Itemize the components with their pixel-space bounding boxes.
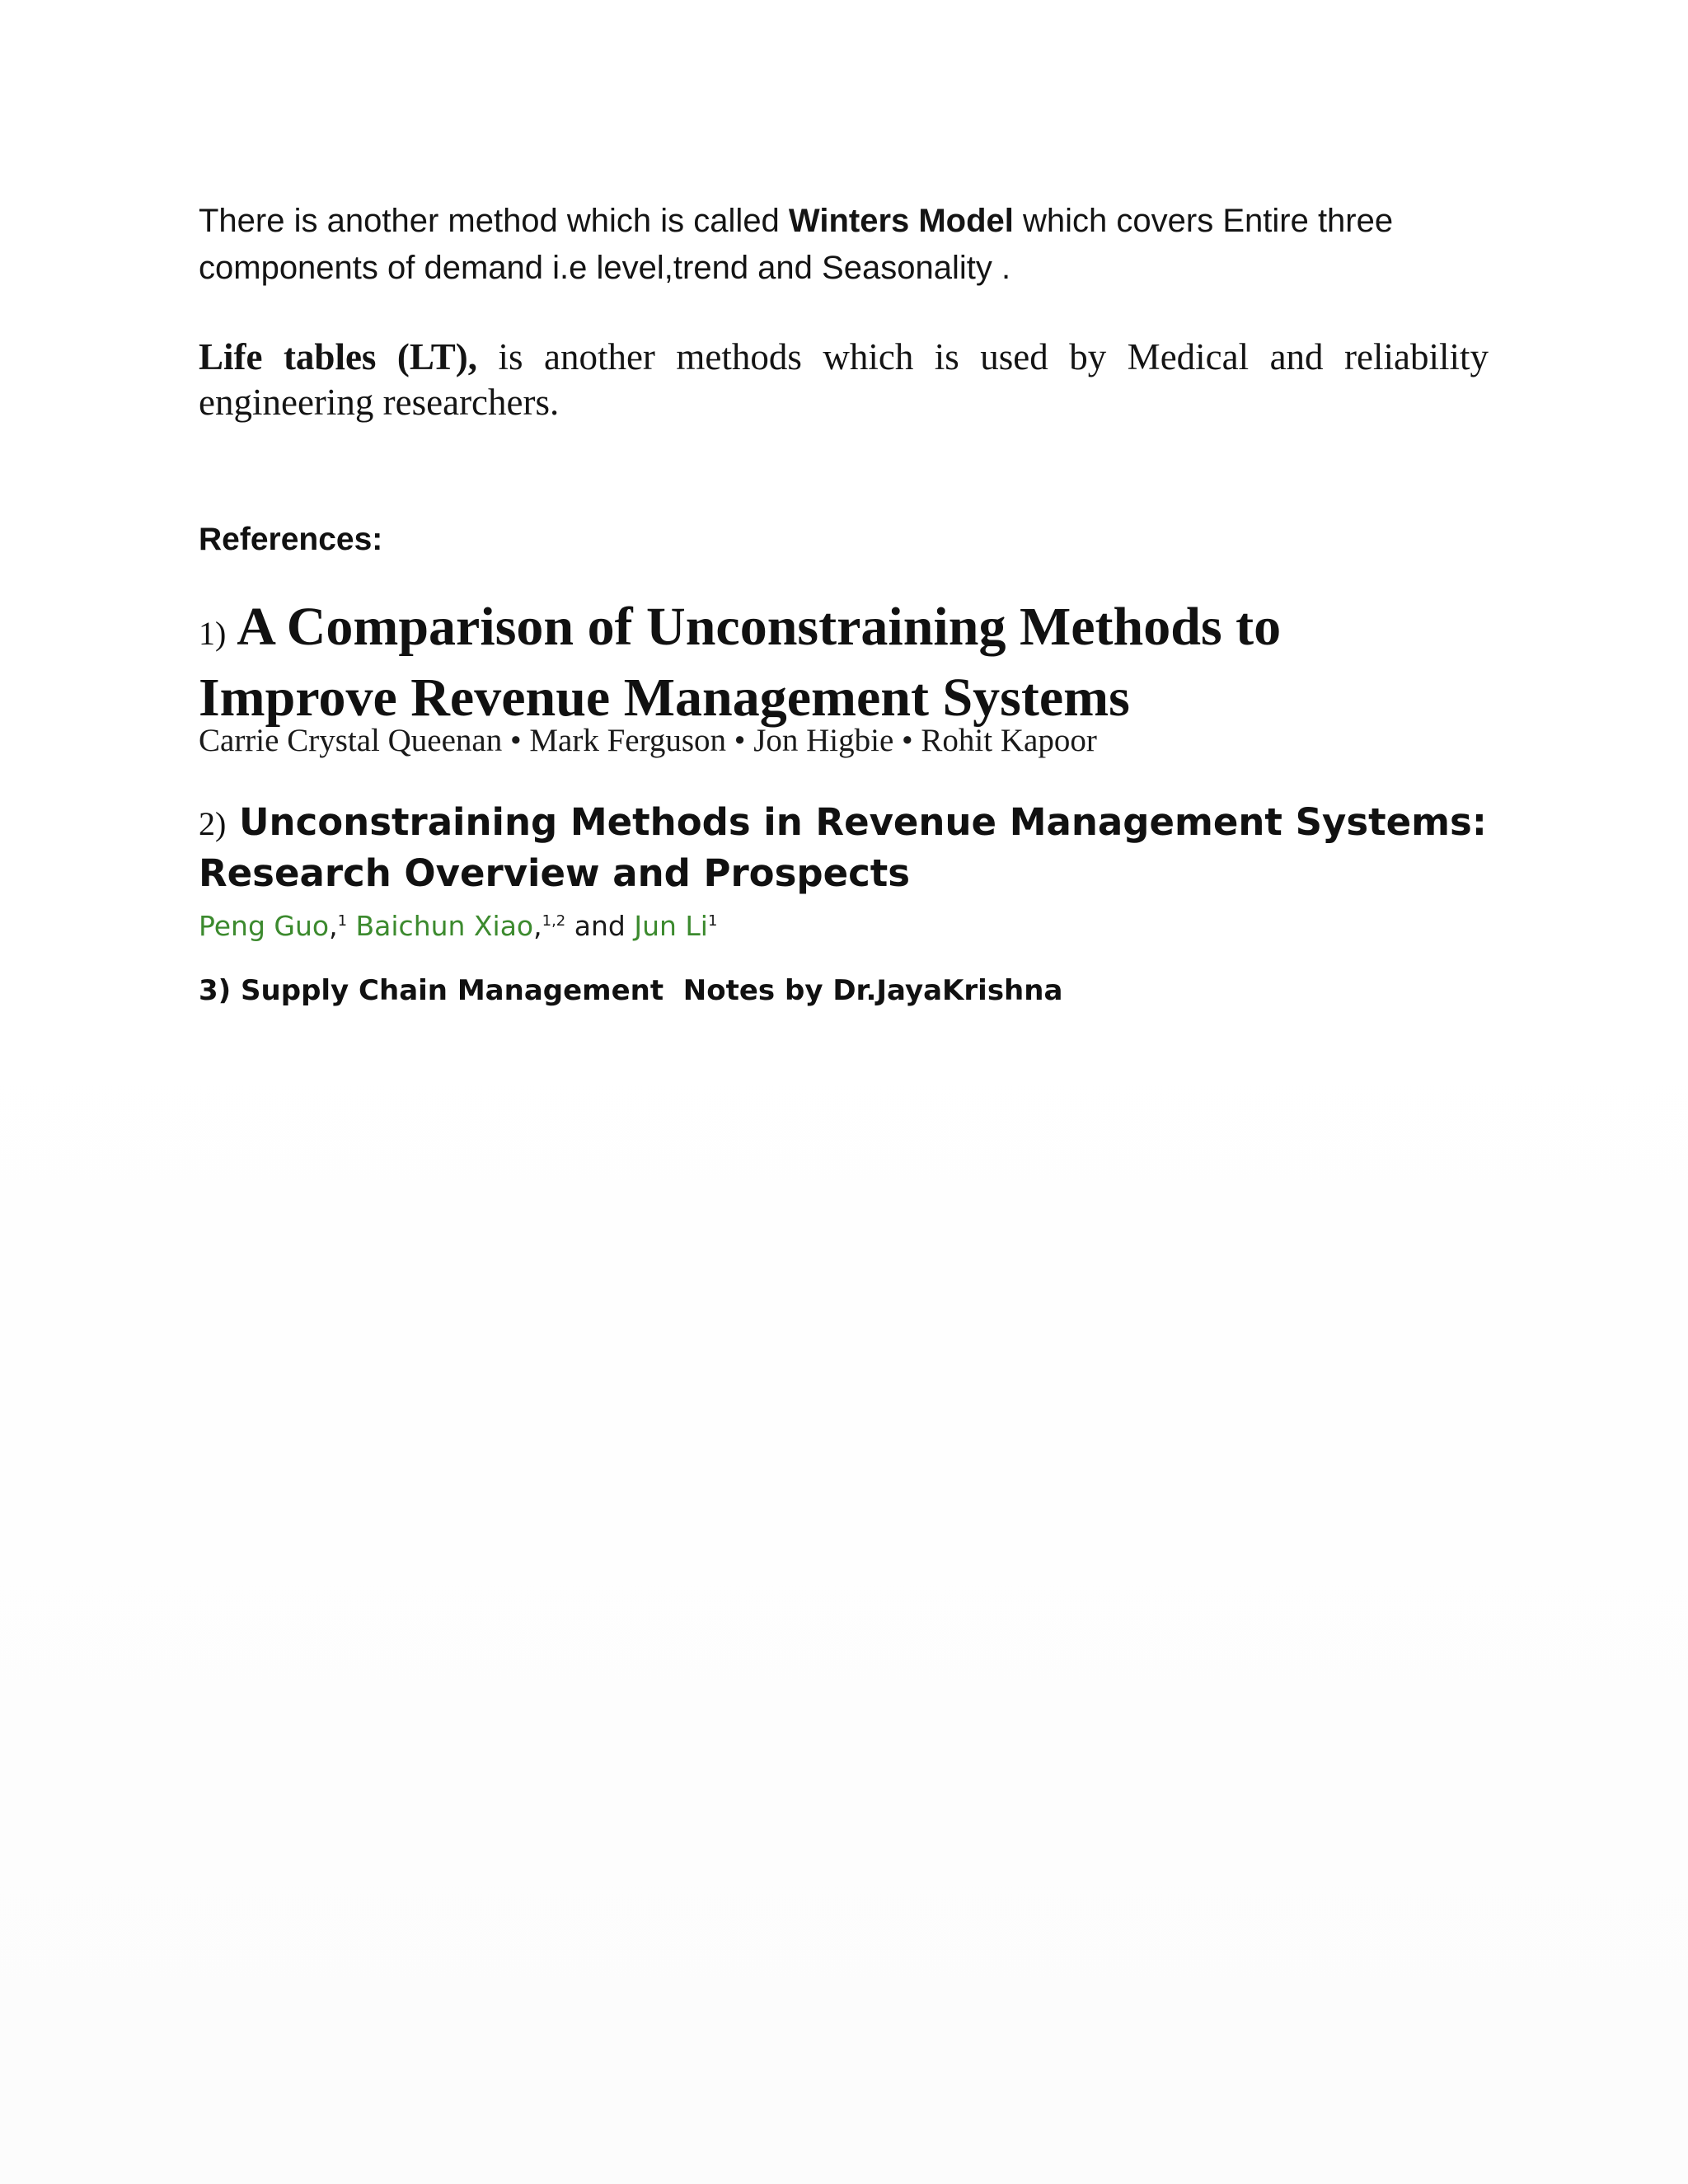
paragraph-text: is another methods which is used by Medical and reliability engineering researchers. — [199, 336, 1489, 423]
author-link[interactable]: Baichun Xiao — [355, 910, 534, 942]
author-conjunction: and — [574, 910, 626, 942]
reference-title-line: Improve Revenue Management Systems — [199, 668, 1130, 728]
author-separator: , — [329, 910, 338, 942]
reference-1-title — [199, 595, 1489, 730]
reference-number: 2) — [199, 805, 227, 842]
bold-term-life-tables: Life tables (LT), — [199, 336, 478, 377]
bold-term-winters-model: Winters Model — [788, 203, 1014, 239]
affiliation-marker: 1 — [337, 912, 348, 930]
reference-1-authors: Carrie Crystal Queenan • Mark Ferguson • Jon Higbie • Rohit Kapoor — [199, 723, 1097, 758]
reference-3: 3) Supply Chain Management Notes by Dr.JayaKrishna — [199, 974, 1063, 1007]
paragraph-life-tables — [199, 335, 1489, 425]
reference-title-line: A Comparison of Unconstraining Methods to — [237, 597, 1282, 657]
affiliation-marker: 1 — [707, 912, 718, 930]
reference-title-line: Unconstraining Methods in Revenue Management Systems: — [239, 800, 1487, 844]
paragraph-winters-model — [199, 198, 1489, 292]
author-link[interactable]: Jun Li — [634, 910, 708, 942]
paragraph-text: There is another method which is called — [199, 203, 789, 239]
references-heading: References: — [199, 522, 383, 557]
reference-2-authors — [199, 908, 1489, 944]
reference-title-line: Research Overview and Prospects — [199, 851, 911, 895]
reference-number: 1) — [199, 615, 227, 652]
paragraph-text: which covers Entire three components of demand i.e level,trend and Seasonality . — [199, 203, 1394, 286]
affiliation-marker: 1,2 — [542, 912, 566, 930]
author-separator: , — [533, 910, 542, 942]
reference-2-title — [199, 798, 1489, 898]
author-link[interactable]: Peng Guo — [199, 910, 330, 942]
